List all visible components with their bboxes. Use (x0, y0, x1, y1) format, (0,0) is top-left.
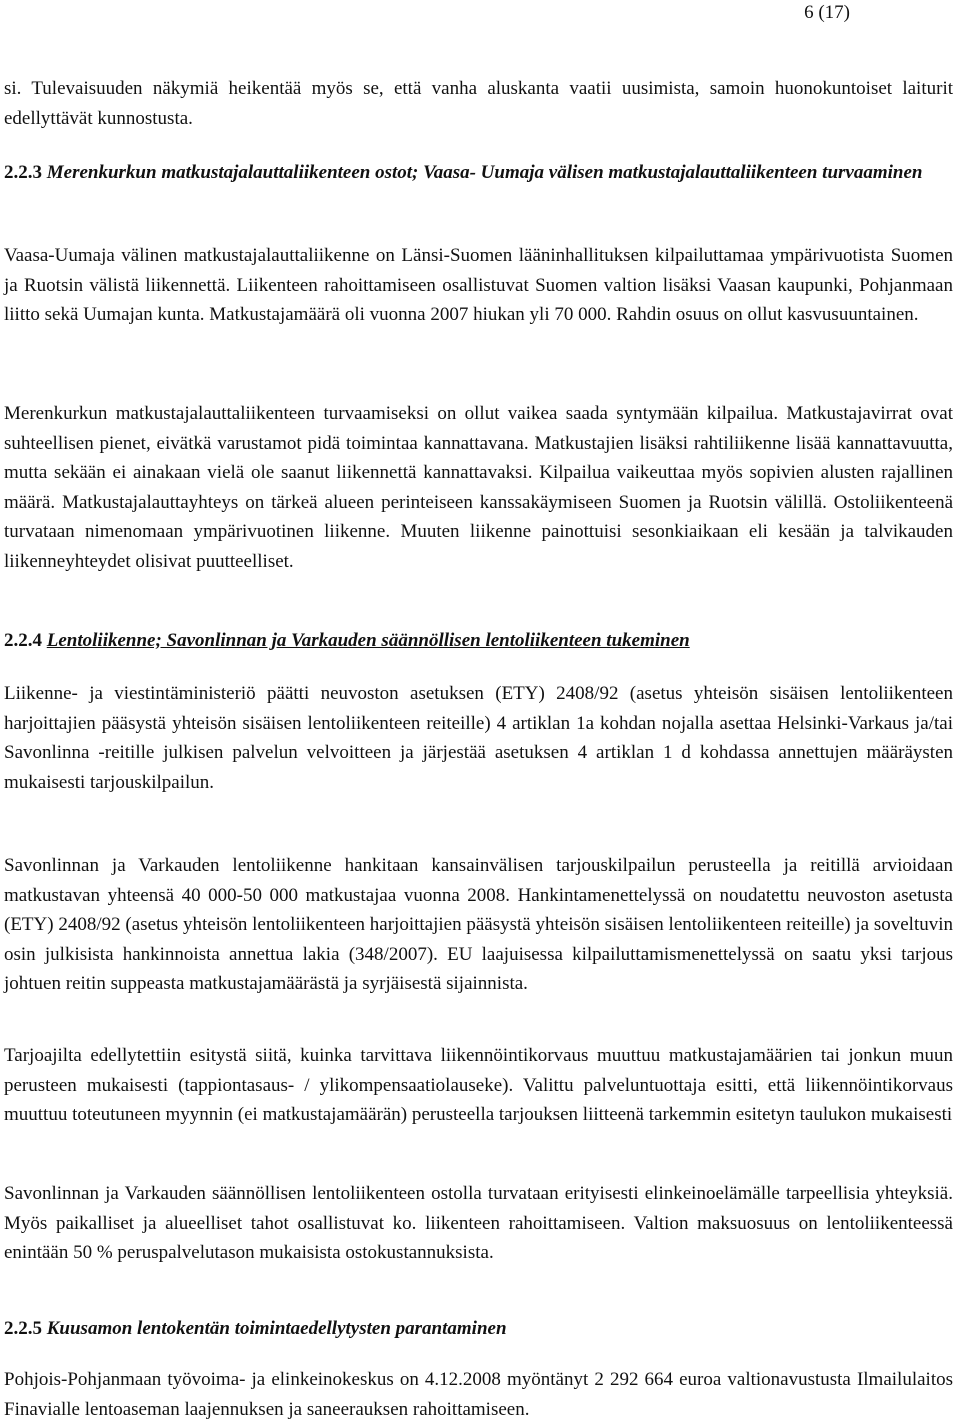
paragraph: Savonlinnan ja Varkauden säännöllisen lentoliikenteen ostolla turvataan erityisesti elinkeinoelämälle tarpeellisia yhteyksiä. Myös paikalliset ja alueelliset tahot osallistuvat ko. liikenteen rahoittamiseen. Valtion maksuosuus on lentoliikenteessä enintään 50 % peruspalvelutason mukaisista ostokustannuksista. (4, 1183, 953, 1264)
section-title: Kuusamon lentokentän toimintaedellytysten parantaminen (46, 1318, 507, 1339)
section-heading-2-2-3 (4, 158, 953, 188)
section-number: 2.2.4 (4, 630, 42, 651)
section-title: Merenkurkun matkustajalauttaliikenteen ostot; Vaasa- Uumaja välisen matkustajalauttaliikenteen turvaaminen (46, 162, 923, 183)
paragraph: Pohjois-Pohjanmaan työvoima- ja elinkeinokeskus on 4.12.2008 myöntänyt 2 292 664 euroa valtionavustusta Ilmailulaitos Finavialle lentoaseman laajennuksen ja saneerauksen rahoittamiseen. (4, 1369, 953, 1420)
section-heading-2-2-5 (4, 1314, 953, 1344)
section-number: 2.2.5 (4, 1318, 42, 1339)
section-heading-2-2-4 (4, 626, 953, 656)
section-title: Lentoliikenne; Savonlinnan ja Varkauden säännöllisen lentoliikenteen tukeminen (46, 630, 690, 651)
paragraph-intro: si. Tulevaisuuden näkymiä heikentää myös se, että vanha aluskanta vaatii uusimista, samoin huonokuntoiset laiturit edellyttävät kunnostusta. (4, 78, 953, 129)
paragraph: Merenkurkun matkustajalauttaliikenteen turvaamiseksi on ollut vaikea saada syntymään kilpailua. Matkustajavirrat ovat suhteellisen pienet, eivätkä varustamot pidä toimintaa kannattavana. Matkustajien lisäksi rahtiliikenne lisää kannattavuutta, mutta sekään ei ainakaan vielä ole saanut liikennettä kannattavaksi. Kilpailua vaikeuttaa myös sopivien alusten rajallinen määrä. Matkustajalauttayhteys on tärkeä alueen perinteiseen kanssakäymiseen Suomen ja Ruotsin välillä. Ostoliikenteenä turvataan nimenomaan ympärivuotinen liikenne. Muuten liikenne painottuisi sesonkiaikaan eli kesään ja talvikauden liikenneyhteydet olisivat puutteelliset. (4, 403, 953, 572)
paragraph: Tarjoajilta edellytettiin esitystä siitä, kuinka tarvittava liikennöintikorvaus muuttuu matkustajamäärien tai jonkun muun perusteen mukaisesti (tappiontasaus- / ylikompensaatiolauseke). Valittu palveluntuottaja esitti, että liikennöintikorvaus muuttuu toteutuneen myynnin (ei matkustajamäärän) perusteella tarjouksen liitteenä tarkemmin esitetyn taulukon mukaisesti (4, 1045, 953, 1126)
page-number: 6 (17) (804, 2, 850, 23)
paragraph: Liikenne- ja viestintäministeriö päätti neuvoston asetuksen (ETY) 2408/92 (asetus yhteisön sisäisen lentoliikenteen harjoittajien pääsystä yhteisön sisäisen lentoliikenteen reiteille) 4 artiklan 1a kohdan nojalla asettaa Helsinki-Varkaus ja/tai Savonlinna -reitille julkisen palvelun velvoitteen ja järjestää asetuksen 4 artiklan 1 d kohdassa annettujen määräysten mukaisesti tarjouskilpailun. (4, 683, 953, 793)
section-number: 2.2.3 (4, 162, 42, 183)
paragraph: Savonlinnan ja Varkauden lentoliikenne hankitaan kansainvälisen tarjouskilpailun perusteella ja reitillä arvioidaan matkustavan yhteensä 40 000-50 000 matkustajaa vuonna 2008. Hankintamenettelyssä on noudatettu neuvoston asetusta (ETY) 2408/92 (asetus yhteisön lentoliikenteen harjoittajien pääsystä yhteisön sisäisen lentoliikenteen reiteille) ja soveltuvin osin julkisista hankinnoista annettua lakia (348/2007). EU laajuisessa kilpailuttamismenettelyssä on saatu yksi tarjous johtuen reitin suppeasta matkustajamäärästä ja syrjäisestä sijainnista. (4, 855, 953, 995)
paragraph: Vaasa-Uumaja välinen matkustajalauttaliikenne on Länsi-Suomen lääninhallituksen kilpailuttamaa ympärivuotista Suomen ja Ruotsin välistä liikennettä. Liikenteen rahoittamiseen osallistuvat Suomen valtion lisäksi Vaasan kaupunki, Pohjanmaan liitto sekä Uumajan kunta. Matkustajamäärä oli vuonna 2007 hiukan yli 70 000. Rahdin osuus on ollut kasvusuuntainen. (4, 245, 953, 326)
